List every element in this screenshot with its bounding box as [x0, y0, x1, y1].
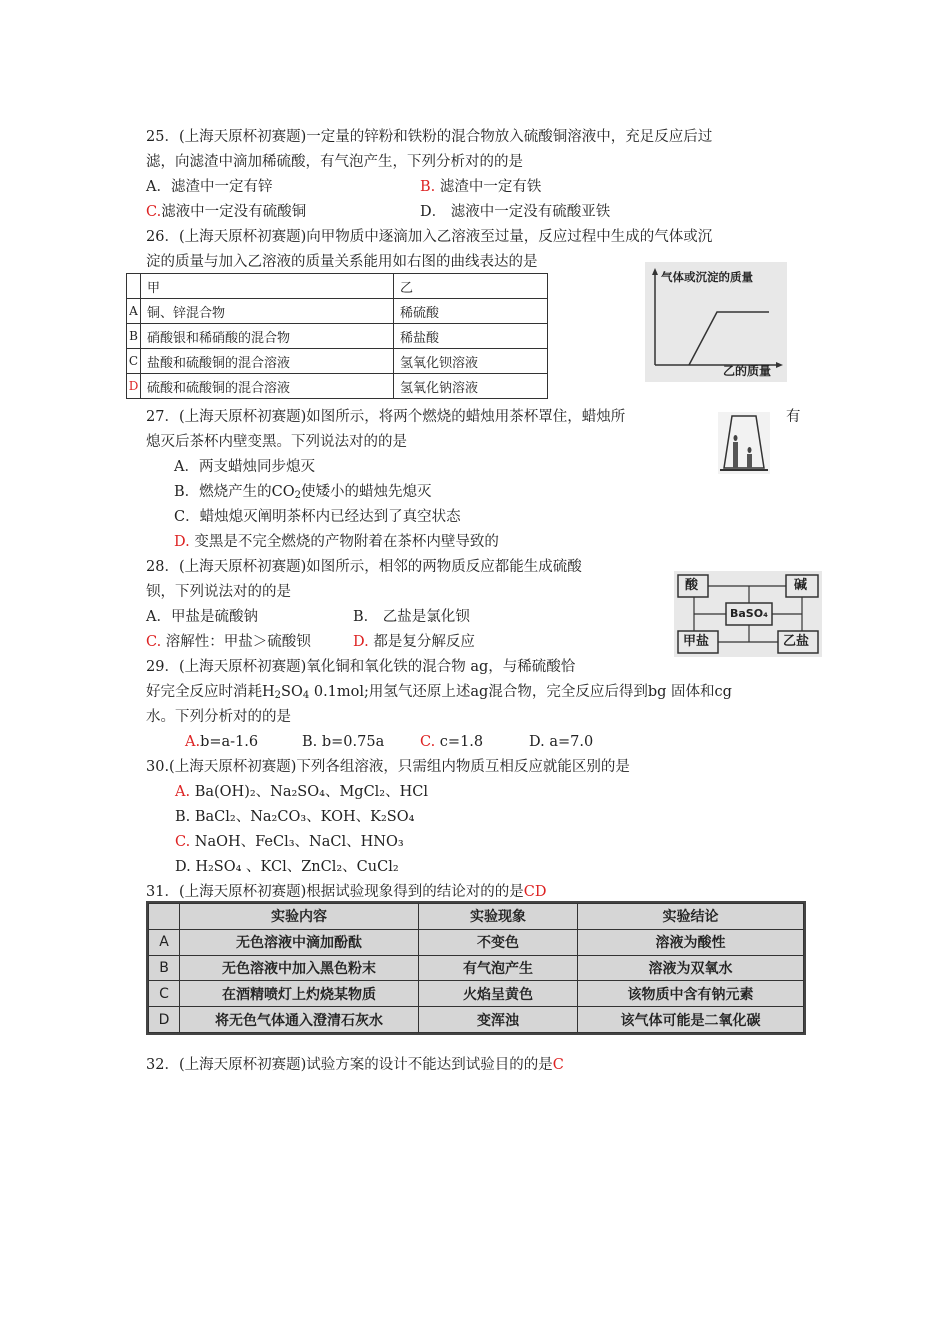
q28-diagram-baso4: BaSO₄ — [730, 607, 768, 620]
q28-diagram — [674, 571, 822, 657]
table-row: A 无色溶液中滴加酚酞 不变色 溶液为酸性 — [149, 929, 804, 955]
table-row: 甲 乙 — [127, 274, 548, 299]
q29-option-a: A.b=a-1.6 — [185, 734, 259, 750]
q28-line1: 28．(上海天原杯初赛题)如图所示，相邻的两物质反应都能生成硫酸 — [146, 559, 582, 575]
q25-option-c-key: C. — [146, 204, 162, 220]
q27-option-d-key: D. — [174, 534, 190, 550]
q28-diagram-salt-b: 乙盐 — [783, 634, 810, 649]
q28-diagram-salt-a: 甲盐 — [683, 634, 710, 649]
table-row: D 将无色气体通入澄清石灰水 变浑浊 该气体可能是二氧化碳 — [149, 1007, 804, 1033]
q26-graph — [645, 262, 787, 382]
q28-option-c-key: C. — [146, 634, 162, 650]
q26-line2: 淀的质量与加入乙溶液的质量关系能用如右图的曲线表达的是 — [146, 254, 538, 270]
q31-table — [146, 901, 806, 1035]
q30-option-a-key: A. — [175, 784, 191, 800]
q25-line1: 25．(上海天原杯初赛题)一定量的锌粉和铁粉的混合物放入硫酸铜溶液中，充足反应后过 — [146, 129, 713, 145]
q25-option-c: C.滤液中一定没有硫酸铜 — [146, 204, 307, 220]
q27-option-b: B．燃烧产生的$CO_2$使矮小的蜡烛先熄灭 — [174, 484, 432, 501]
q31-answer: CD — [523, 884, 547, 900]
q28-diagram-base: 碱 — [794, 578, 808, 593]
q29-line1: 29．(上海天原杯初赛题)氧化铜和氧化铁的混合物 ag，与稀硫酸恰 — [146, 659, 576, 675]
q31-line1: 31．(上海天原杯初赛题)根据试验现象得到的结论对的的是CD — [146, 884, 547, 900]
q28-option-a: A．甲盐是硫酸钠 — [146, 609, 258, 625]
q30-option-c: C. NaOH、FeCl₃、NaCl、HNO₃ — [175, 834, 404, 850]
q26-graph-y-label: 气体或沉淀的质量 — [661, 270, 753, 284]
q25-option-d: D． 滤液中一定没有硫酸亚铁 — [420, 204, 611, 220]
q27-option-d: D. 变黑是不完全燃烧的产物附着在茶杯内壁导致的 — [174, 534, 499, 550]
q29-line2: 好完全反应时消耗$H_2SO_4$ 0.1mol;用氢气还原上述ag混合物，完全反应后得到bg 固体和cg — [146, 684, 732, 701]
q28-option-c: C. 溶解性：甲盐＞硫酸钡 — [146, 634, 311, 650]
q30-option-b: B. BaCl₂、Na₂CO₃、KOH、K₂SO₄ — [175, 809, 415, 825]
q25-option-b: B. 滤渣中一定有铁 — [420, 179, 542, 195]
table-row: B 无色溶液中加入黑色粉末 有气泡产生 溶液为双氧水 — [149, 955, 804, 981]
table-row: B 硝酸银和稀硝酸的混合物 稀盐酸 — [127, 324, 548, 349]
q25-line2: 滤，向滤渣中滴加稀硫酸，有气泡产生，下列分析对的的是 — [146, 154, 523, 170]
q28-option-b: B． 乙盐是氯化钡 — [353, 609, 470, 625]
q30-line1: 30.(上海天原杯初赛题)下列各组溶液，只需组内物质互相反应就能区别的是 — [146, 759, 630, 775]
q29-option-a-key: A. — [185, 734, 201, 750]
q26-table — [126, 273, 548, 399]
q27-candle-figure — [718, 412, 770, 474]
q29-option-d: D. a=7.0 — [529, 734, 594, 750]
table-row: A 铜、锌混合物 稀硫酸 — [127, 299, 548, 324]
q27-option-a: A．两支蜡烛同步熄灭 — [174, 459, 315, 475]
q29-option-b: B. b=0.75a — [302, 734, 385, 750]
q25-option-a: A．滤渣中一定有锌 — [146, 179, 273, 195]
q29-line3: 水。下列分析对的的是 — [146, 709, 291, 725]
q30-option-a: A. Ba(OH)₂、Na₂SO₄、MgCl₂、HCl — [175, 784, 428, 800]
q27-line2: 熄灭后茶杯内壁变黑。下列说法对的的是 — [146, 434, 407, 450]
q28-option-d: D. 都是复分解反应 — [353, 634, 475, 650]
q29-option-c-key: C. — [420, 734, 436, 750]
table-row: 实验内容 实验现象 实验结论 — [149, 904, 804, 930]
q25-option-b-key: B. — [420, 179, 436, 195]
q30-option-d: D. H₂SO₄ 、KCl、ZnCl₂、CuCl₂ — [175, 859, 399, 875]
table-row: C 在酒精喷灯上灼烧某物质 火焰呈黄色 该物质中含有钠元素 — [149, 981, 804, 1007]
q27-line1: 27．(上海天原杯初赛题)如图所示，将两个燃烧的蜡烛用茶杯罩住，蜡烛所 — [146, 409, 626, 425]
q26-graph-x-label: 乙的质量 — [723, 364, 772, 378]
q30-option-c-key: C. — [175, 834, 191, 850]
q28-option-d-key: D. — [353, 634, 369, 650]
table-row: C 盐酸和硫酸铜的混合溶液 氢氧化钡溶液 — [127, 349, 548, 374]
q28-diagram-acid: 酸 — [685, 578, 699, 593]
q29-option-c: C. c=1.8 — [420, 734, 484, 750]
q32-answer: C — [552, 1057, 564, 1073]
table-row: D 硫酸和硫酸铜的混合溶液 氢氧化钠溶液 — [127, 374, 548, 399]
q28-line2: 钡，下列说法对的的是 — [146, 584, 291, 600]
q27-option-c: C．蜡烛熄灭阐明茶杯内已经达到了真空状态 — [174, 509, 461, 525]
q26-line1: 26．(上海天原杯初赛题)向甲物质中逐滴加入乙溶液至过量，反应过程中生成的气体或沉 — [146, 229, 713, 245]
q32-line1: 32．(上海天原杯初赛题)试验方案的设计不能达到试验目的的是C — [146, 1057, 564, 1073]
q27-line1-tail: 有 — [786, 409, 801, 425]
